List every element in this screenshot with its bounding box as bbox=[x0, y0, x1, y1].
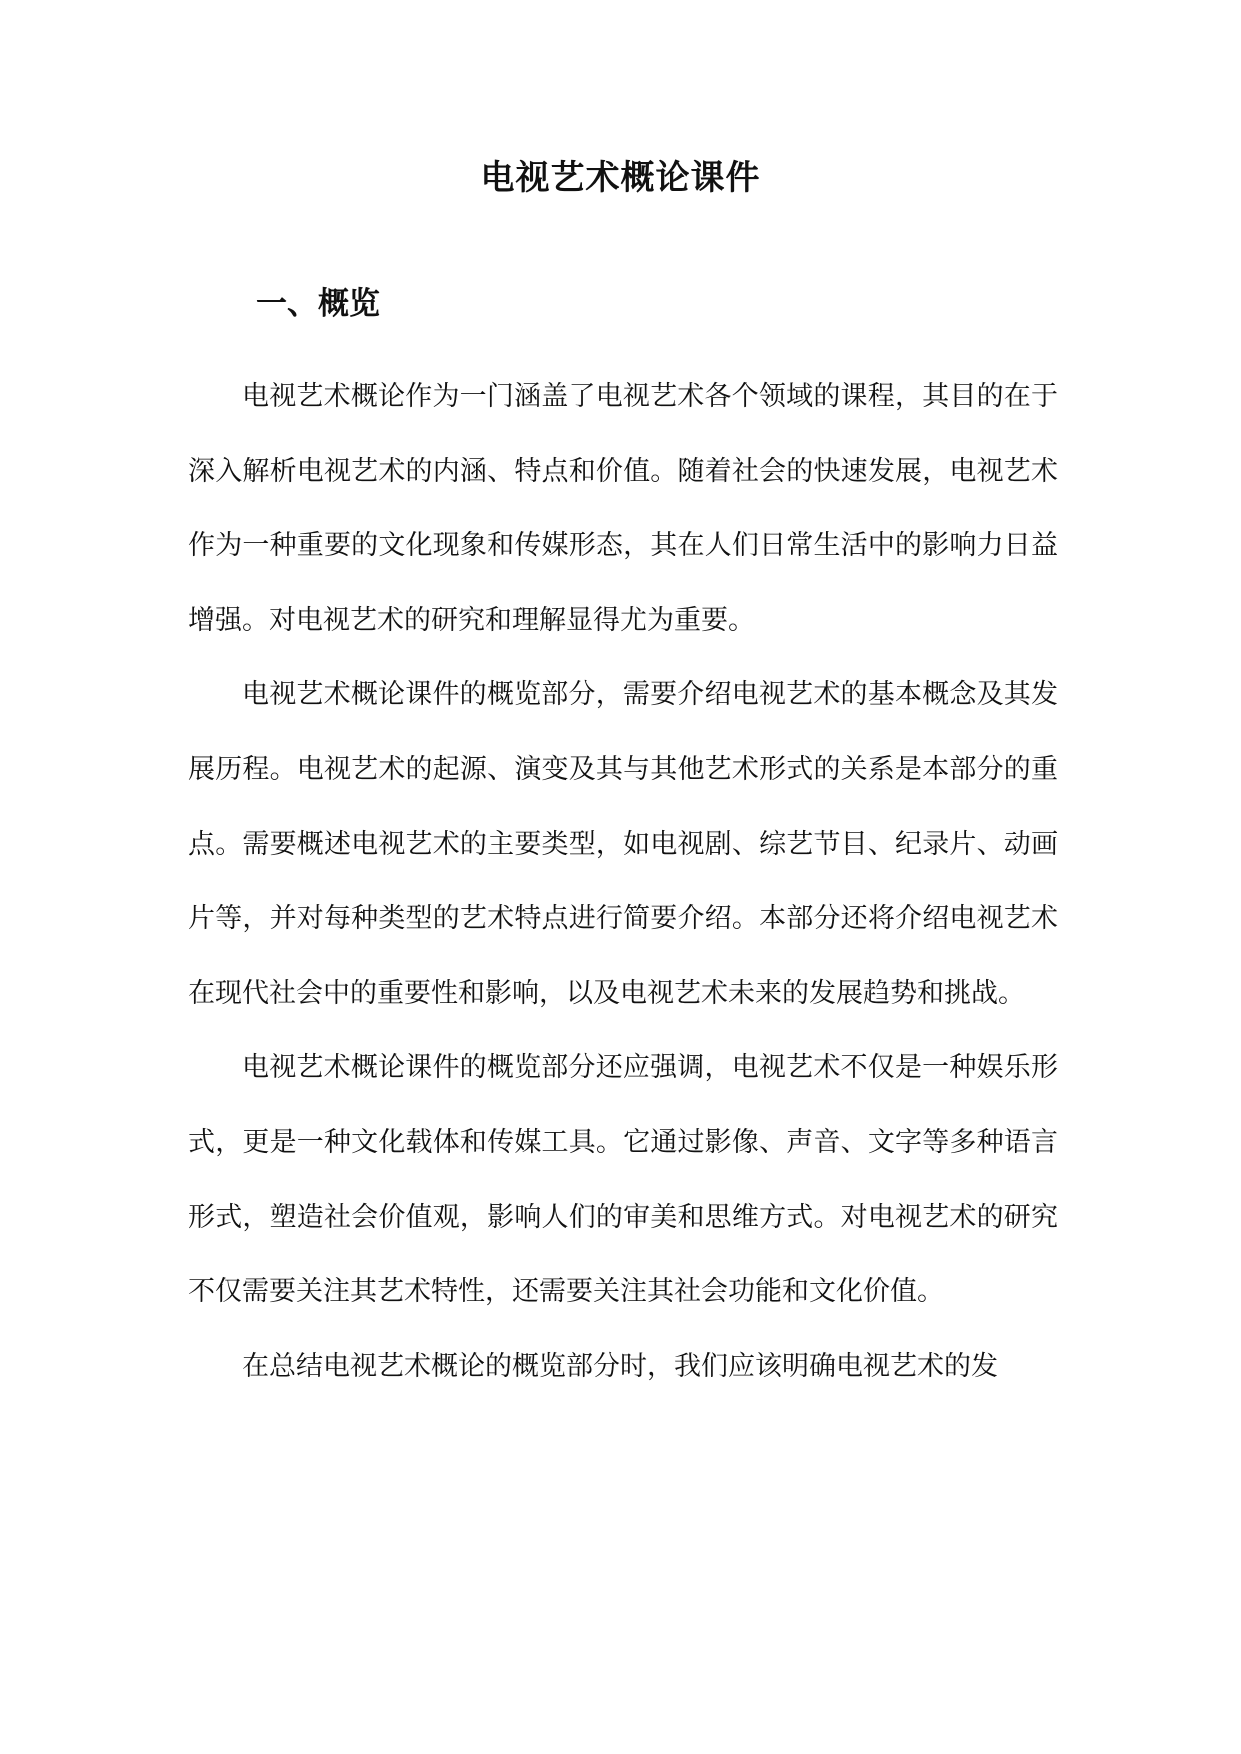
paragraph: 电视艺术概论课件的概览部分，需要介绍电视艺术的基本概念及其发展历程。电视艺术的起源、演变及其与其他艺术形式的关系是本部分的重点。需要概述电视艺术的主要类型，如电视剧、综艺节目、纪录片、动画片等，并对每种类型的艺术特点进行简要介绍。本部分还将介绍电视艺术在现代社会中的重要性和影响，以及电视艺术未来的发展趋势和挑战。 bbox=[188, 679, 1058, 1009]
section-heading: 一、概览 bbox=[256, 286, 380, 322]
section-body bbox=[188, 360, 1058, 1404]
paragraph: 电视艺术概论作为一门涵盖了电视艺术各个领域的课程，其目的在于深入解析电视艺术的内涵、特点和价值。随着社会的快速发展，电视艺术作为一种重要的文化现象和传媒形态，其在人们日常生活中的影响力日益增强。对电视艺术的研究和理解显得尤为重要。 bbox=[188, 381, 1058, 636]
paragraph: 在总结电视艺术概论的概览部分时，我们应该明确电视艺术的发 bbox=[242, 1350, 998, 1382]
paragraph: 电视艺术概论课件的概览部分还应强调，电视艺术不仅是一种娱乐形式，更是一种文化载体和传媒工具。它通过影像、声音、文字等多种语言形式，塑造社会价值观，影响人们的审美和思维方式。对电视艺术的研究不仅需要关注其艺术特性，还需要关注其社会功能和文化价值。 bbox=[188, 1052, 1058, 1308]
document-title: 电视艺术概论课件 bbox=[480, 158, 761, 198]
